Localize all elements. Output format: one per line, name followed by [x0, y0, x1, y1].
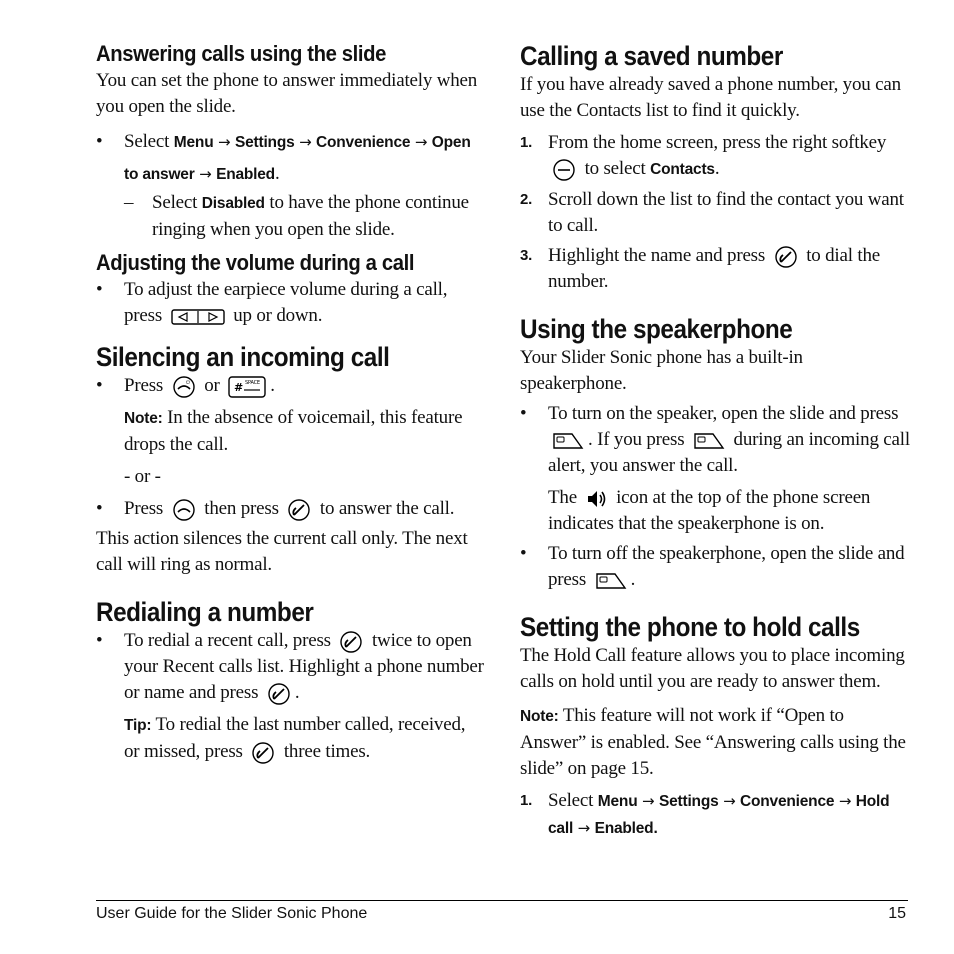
silencing-step-2: • Press then press to answer the call. [96, 498, 455, 519]
hold-step-1: 1. Select Menu → Settings → Convenience → Hold call → Enabled. [520, 790, 890, 837]
volume-step: • To adjust the earpiece volume during a call, press up or down. [96, 279, 448, 326]
speaker-key-icon [552, 432, 584, 450]
answering-intro: You can set the phone to answer immediately when you open the slide. [96, 70, 478, 117]
speaker-key-icon [595, 572, 627, 590]
hold-intro: The Hold Call feature allows you to place incoming calls on hold until you are ready to answer them. [520, 645, 905, 692]
heading-speakerphone: Using the speakerphone [520, 314, 793, 344]
send-key-icon [267, 683, 291, 705]
softkey-icon [552, 159, 576, 181]
end-key-icon [172, 499, 196, 521]
speaker-step-2: • To turn off the speakerphone, open the slide and press . [520, 543, 905, 590]
answering-substep: – Select Disabled to have the phone continue ringing when you open the slide. [124, 192, 469, 240]
svg-text:#: # [234, 380, 244, 394]
silencing-or: - or - [124, 466, 161, 487]
send-key-icon [251, 742, 275, 764]
heading-saved-number: Calling a saved number [520, 41, 783, 71]
left-column [96, 40, 484, 765]
footer-title: User Guide for the Slider Sonic Phone [96, 905, 368, 922]
right-column [520, 40, 910, 842]
heading-answering: Answering calls using the slide [96, 41, 387, 66]
space-key-icon [228, 376, 266, 398]
hold-note: Note: This feature will not work if “Open to Answer” is enabled. See “Answering calls using the slide” on page 15. [520, 705, 906, 779]
send-key-icon [339, 631, 363, 653]
heading-hold-calls: Setting the phone to hold calls [520, 612, 860, 642]
page-number: 15 [888, 905, 906, 922]
heading-silencing: Silencing an incoming call [96, 342, 390, 372]
volume-key-icon [171, 309, 225, 325]
speaker-step-1: • To turn on the speaker, open the slide and press . If you press during an incoming call alert, you answer the call. [520, 403, 910, 476]
silencing-closing: This action silences the current call only. The next call will ring as normal. [96, 528, 468, 575]
saved-step-3: 3. Highlight the name and press to dial the number. [520, 245, 880, 292]
silencing-step: • Press ⏻ or # SPACE . [96, 375, 275, 396]
answering-step: • Select Menu → Settings → Convenience → Open to answer → Enabled. [96, 131, 471, 184]
speaker-intro: Your Slider Sonic phone has a built-in speakerphone. [520, 347, 803, 394]
silencing-note: Note: In the absence of voicemail, this feature drops the call. [124, 407, 463, 455]
send-key-icon [774, 246, 798, 268]
saved-step-1: 1. From the home screen, press the right softkey to select Contacts. [520, 132, 887, 179]
page-footer [96, 900, 908, 922]
heading-volume: Adjusting the volume during a call [96, 250, 415, 275]
speaker-status-note: The icon at the top of the phone screen indicates that the speakerphone is on. [548, 487, 871, 534]
heading-redialing: Redialing a number [96, 597, 314, 627]
speaker-status-icon [586, 489, 608, 509]
speaker-key-icon [693, 432, 725, 450]
svg-text:SPACE: SPACE [245, 379, 261, 386]
svg-text:⏻: ⏻ [185, 379, 190, 386]
redial-step: • To redial a recent call, press twice to open your Recent calls list. Highlight a phone number or name and press . [96, 630, 484, 703]
redial-tip: Tip: To redial the last number called, received, or missed, press three times. [124, 714, 466, 762]
saved-step-2: 2. Scroll down the list to find the contact you want to call. [520, 189, 904, 236]
send-key-icon [287, 499, 311, 521]
saved-intro: If you have already saved a phone number, you can use the Contacts list to find it quickly. [520, 74, 901, 121]
end-key-icon [172, 376, 196, 398]
